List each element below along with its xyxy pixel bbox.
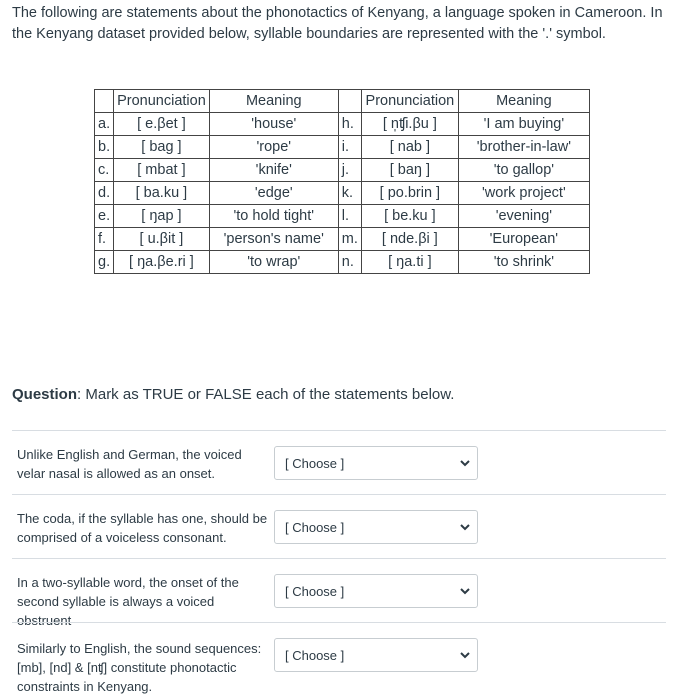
question-prompt bbox=[12, 386, 454, 403]
table-row bbox=[95, 205, 590, 228]
table-row bbox=[95, 113, 590, 136]
select-value: [ Choose ] bbox=[285, 584, 345, 599]
meaning-cell: 'to wrap' bbox=[209, 251, 338, 274]
header-cell: Pronunciation bbox=[114, 90, 210, 113]
pronunciation-cell: [ po.brin ] bbox=[361, 182, 458, 205]
pronunciation-cell: [ ŋa.βe.ri ] bbox=[114, 251, 210, 274]
statement-row bbox=[12, 494, 666, 559]
meaning-cell: 'I am buying' bbox=[458, 113, 589, 136]
meaning-cell: 'European' bbox=[458, 228, 589, 251]
meaning-cell: 'knife' bbox=[209, 159, 338, 182]
meaning-cell: 'brother-in-law' bbox=[458, 136, 589, 159]
meaning-cell: 'evening' bbox=[458, 205, 589, 228]
row-label: b. bbox=[95, 136, 114, 159]
select-value: [ Choose ] bbox=[285, 520, 345, 535]
statement-text: Unlike English and German, the voiced velar nasal is allowed as an onset. bbox=[17, 447, 242, 481]
row-label: k. bbox=[338, 182, 361, 205]
pronunciation-cell: [ u.βit ] bbox=[114, 228, 210, 251]
pronunciation-cell: [ bag ] bbox=[114, 136, 210, 159]
true-false-select[interactable] bbox=[274, 446, 478, 480]
pronunciation-cell: [ baŋ ] bbox=[361, 159, 458, 182]
select-value: [ Choose ] bbox=[285, 648, 345, 663]
table-row bbox=[95, 251, 590, 274]
pronunciation-cell: [ ŋa.ti ] bbox=[361, 251, 458, 274]
question-label: Question bbox=[12, 386, 78, 403]
row-label: j. bbox=[338, 159, 361, 182]
table-row bbox=[95, 228, 590, 251]
pronunciation-cell: [ be.ku ] bbox=[361, 205, 458, 228]
meaning-cell: 'person's name' bbox=[209, 228, 338, 251]
statement-row bbox=[12, 558, 666, 628]
chevron-down-icon bbox=[459, 521, 471, 533]
pronunciation-cell: [ ba.ku ] bbox=[114, 182, 210, 205]
row-label: h. bbox=[338, 113, 361, 136]
pronunciation-cell: [ n̩ʧi.βu ] bbox=[361, 113, 458, 136]
header-cell bbox=[338, 90, 361, 113]
question-text: : Mark as TRUE or FALSE each of the statements below. bbox=[77, 386, 455, 403]
header-cell: Meaning bbox=[209, 90, 338, 113]
statement-row bbox=[12, 430, 666, 495]
select-value: [ Choose ] bbox=[285, 456, 345, 471]
chevron-down-icon bbox=[459, 457, 471, 469]
table-header-row bbox=[95, 90, 590, 113]
header-cell: Meaning bbox=[458, 90, 589, 113]
pronunciation-cell: [ nab ] bbox=[361, 136, 458, 159]
row-label: f. bbox=[95, 228, 114, 251]
row-label: i. bbox=[338, 136, 361, 159]
row-label: e. bbox=[95, 205, 114, 228]
chevron-down-icon bbox=[459, 649, 471, 661]
intro-paragraph: The following are statements about the phonotactics of Kenyang, a language spoken in Cameroon. In the Kenyang dataset provided below, syllable boundaries are represented with the '.' symbol. bbox=[12, 5, 663, 42]
row-label: c. bbox=[95, 159, 114, 182]
statement-text: Similarly to English, the sound sequences: [mb], [nd] & [nʧ] constitute phonotactic constraints in Kenyang. bbox=[17, 641, 262, 694]
meaning-cell: 'work project' bbox=[458, 182, 589, 205]
true-false-select[interactable] bbox=[274, 574, 478, 608]
pronunciation-cell: [ nde.βi ] bbox=[361, 228, 458, 251]
meaning-cell: 'to shrink' bbox=[458, 251, 589, 274]
pronunciation-cell: [ ŋap ] bbox=[114, 205, 210, 228]
statement-text: In a two-syllable word, the onset of the second syllable is always a voiced obstruent bbox=[17, 575, 239, 628]
meaning-cell: 'to hold tight' bbox=[209, 205, 338, 228]
table-row bbox=[95, 182, 590, 205]
true-false-select[interactable] bbox=[274, 510, 478, 544]
meaning-cell: 'house' bbox=[209, 113, 338, 136]
row-label: n. bbox=[338, 251, 361, 274]
true-false-select[interactable] bbox=[274, 638, 478, 672]
header-cell bbox=[95, 90, 114, 113]
row-label: d. bbox=[95, 182, 114, 205]
row-label: m. bbox=[338, 228, 361, 251]
pronunciation-cell: [ mbat ] bbox=[114, 159, 210, 182]
kenyang-dataset-table bbox=[94, 89, 590, 274]
statement-text: The coda, if the syllable has one, should be comprised of a voiceless consonant. bbox=[17, 511, 268, 545]
row-label: l. bbox=[338, 205, 361, 228]
table-row bbox=[95, 136, 590, 159]
statement-row bbox=[12, 622, 666, 700]
meaning-cell: 'to gallop' bbox=[458, 159, 589, 182]
pronunciation-cell: [ e.βet ] bbox=[114, 113, 210, 136]
table-row bbox=[95, 159, 590, 182]
meaning-cell: 'edge' bbox=[209, 182, 338, 205]
header-cell: Pronunciation bbox=[361, 90, 458, 113]
row-label: a. bbox=[95, 113, 114, 136]
row-label: g. bbox=[95, 251, 114, 274]
meaning-cell: 'rope' bbox=[209, 136, 338, 159]
chevron-down-icon bbox=[459, 585, 471, 597]
